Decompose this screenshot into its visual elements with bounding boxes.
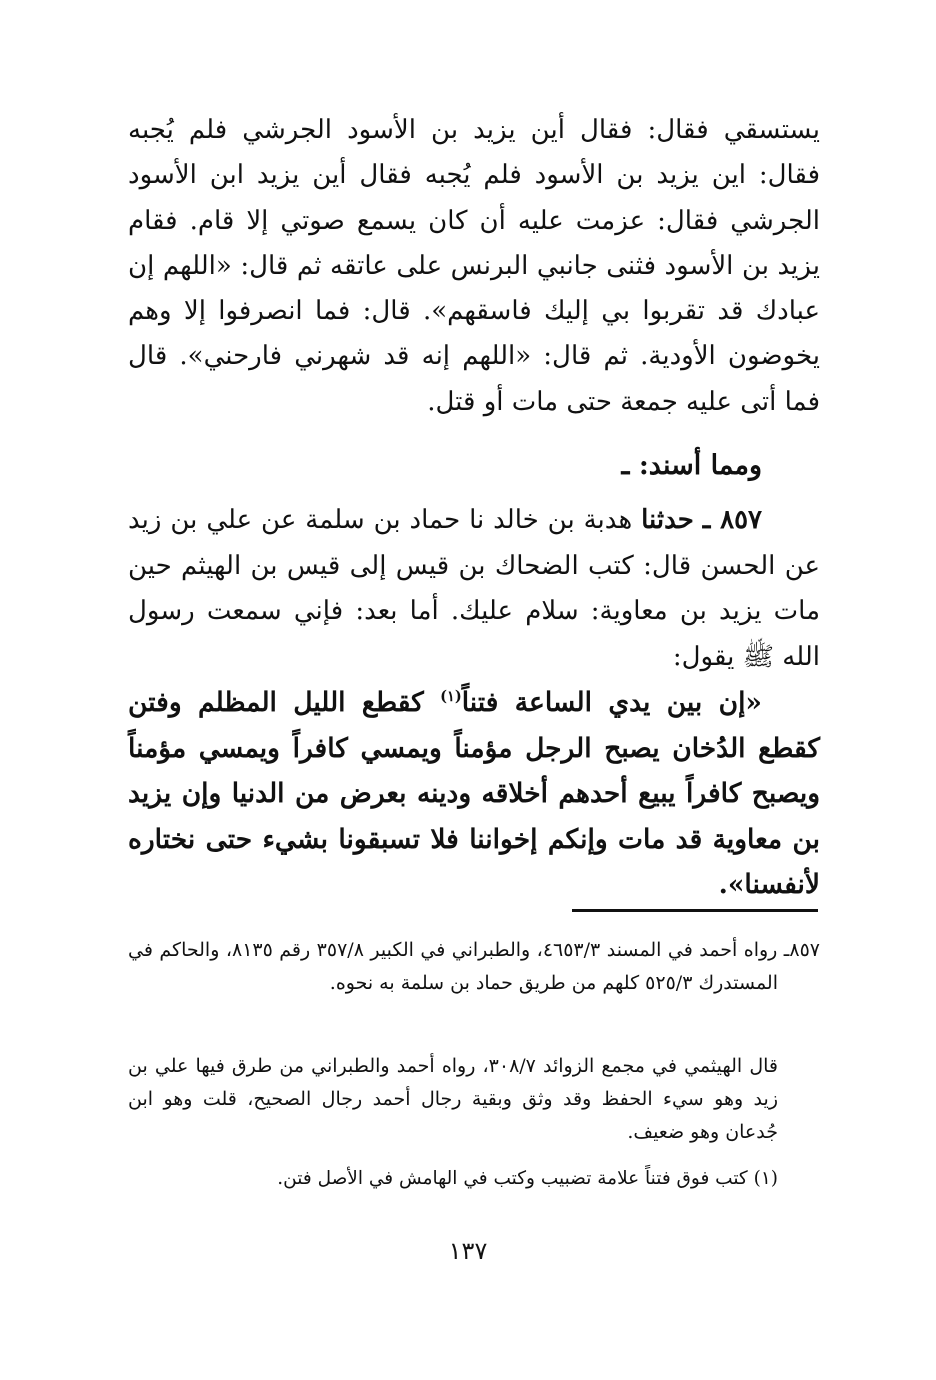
footnote-separator [572,909,818,912]
footnote-2: قال الهيثمي في مجمع الزوائد ٣٠٨/٧، رواه أحمد والطبراني من طرق فيها علي بن زيد وهو سيء الحفظ وقد وثق وبقية رجال أحمد رجال الصحيح، قلت وهو ابن جُدعان وهو ضعيف. [128,1055,778,1143]
footnote-1: ٨٥٧ـ رواه أحمد في المسند ٤٦٥٣/٣، والطبراني في الكبير ٣٥٧/٨ رقم ٨١٣٥، والحاكم في المستدرك ٥٢٥/٣ كلهم من طريق حماد بن سلمة به نحوه. [128,939,820,994]
quote-part-1: «إن بين يدي الساعة فتناً [461,687,762,718]
footnote-3: (١) كتب فوق فتناً علامة تضبيب وكتب في الهامش في الأصل فتن. [277,1168,778,1189]
hadith-chain: هدبة بن خالد نا حماد بن سلمة عن علي بن زيد عن الحسن قال: كتب الضحاك بن قيس إلى قيس بن الهيثم حين مات يزيد بن معاوية: سلام عليك. أما بعد: فإني سمعت رسول الله ﷺ يقول: [128,505,821,672]
footnote-marker: (١) [440,688,462,706]
hadith-number: ٨٥٧ ـ [702,505,763,535]
quote-part-2: كقطع الليل المظلم وفتن كقطع الدُخان يصبح الرجل مؤمناً ويمسي كافراً ويمسي مؤمناً ويصبح كافراً يبيع أحدهم أخلاقه ودينه بعرض من الدنيا وإن يزيد بن معاوية قد مات وإنكم إخواننا فلا تسبقونا بشيء حتى نختاره لأنفسنا». [128,687,820,900]
body-paragraph-2 [128,498,820,680]
section-heading: ومما أسند: ـ [621,450,762,481]
hadith-lead: حدثنا [641,505,694,535]
page-number: ١٣٧ [448,1237,488,1265]
body-paragraph-1: يستسقي فقال: فقال أين يزيد بن الأسود الجرشي فلم يُجبه فقال: اين يزيد بن الأسود فلم يُجبه فقال أين يزيد ابن الأسود الجرشي فقال: عزمت عليه أن كان يسمع صوتي إلا قام. فقام يزيد بن الأسود فثنى جانبي البرنس على عاتقه ثم قال: «اللهم إن عبادك قد تقربوا بي إليك فاسقهم». قال: فما انصرفوا إلا وهم يخوضون الأودية. ثم قال: «اللهم إنه قد شهرني فارحني». قال فما أتى عليه جمعة حتى مات أو قتل. [128,115,820,417]
hadith-quote [128,680,820,908]
